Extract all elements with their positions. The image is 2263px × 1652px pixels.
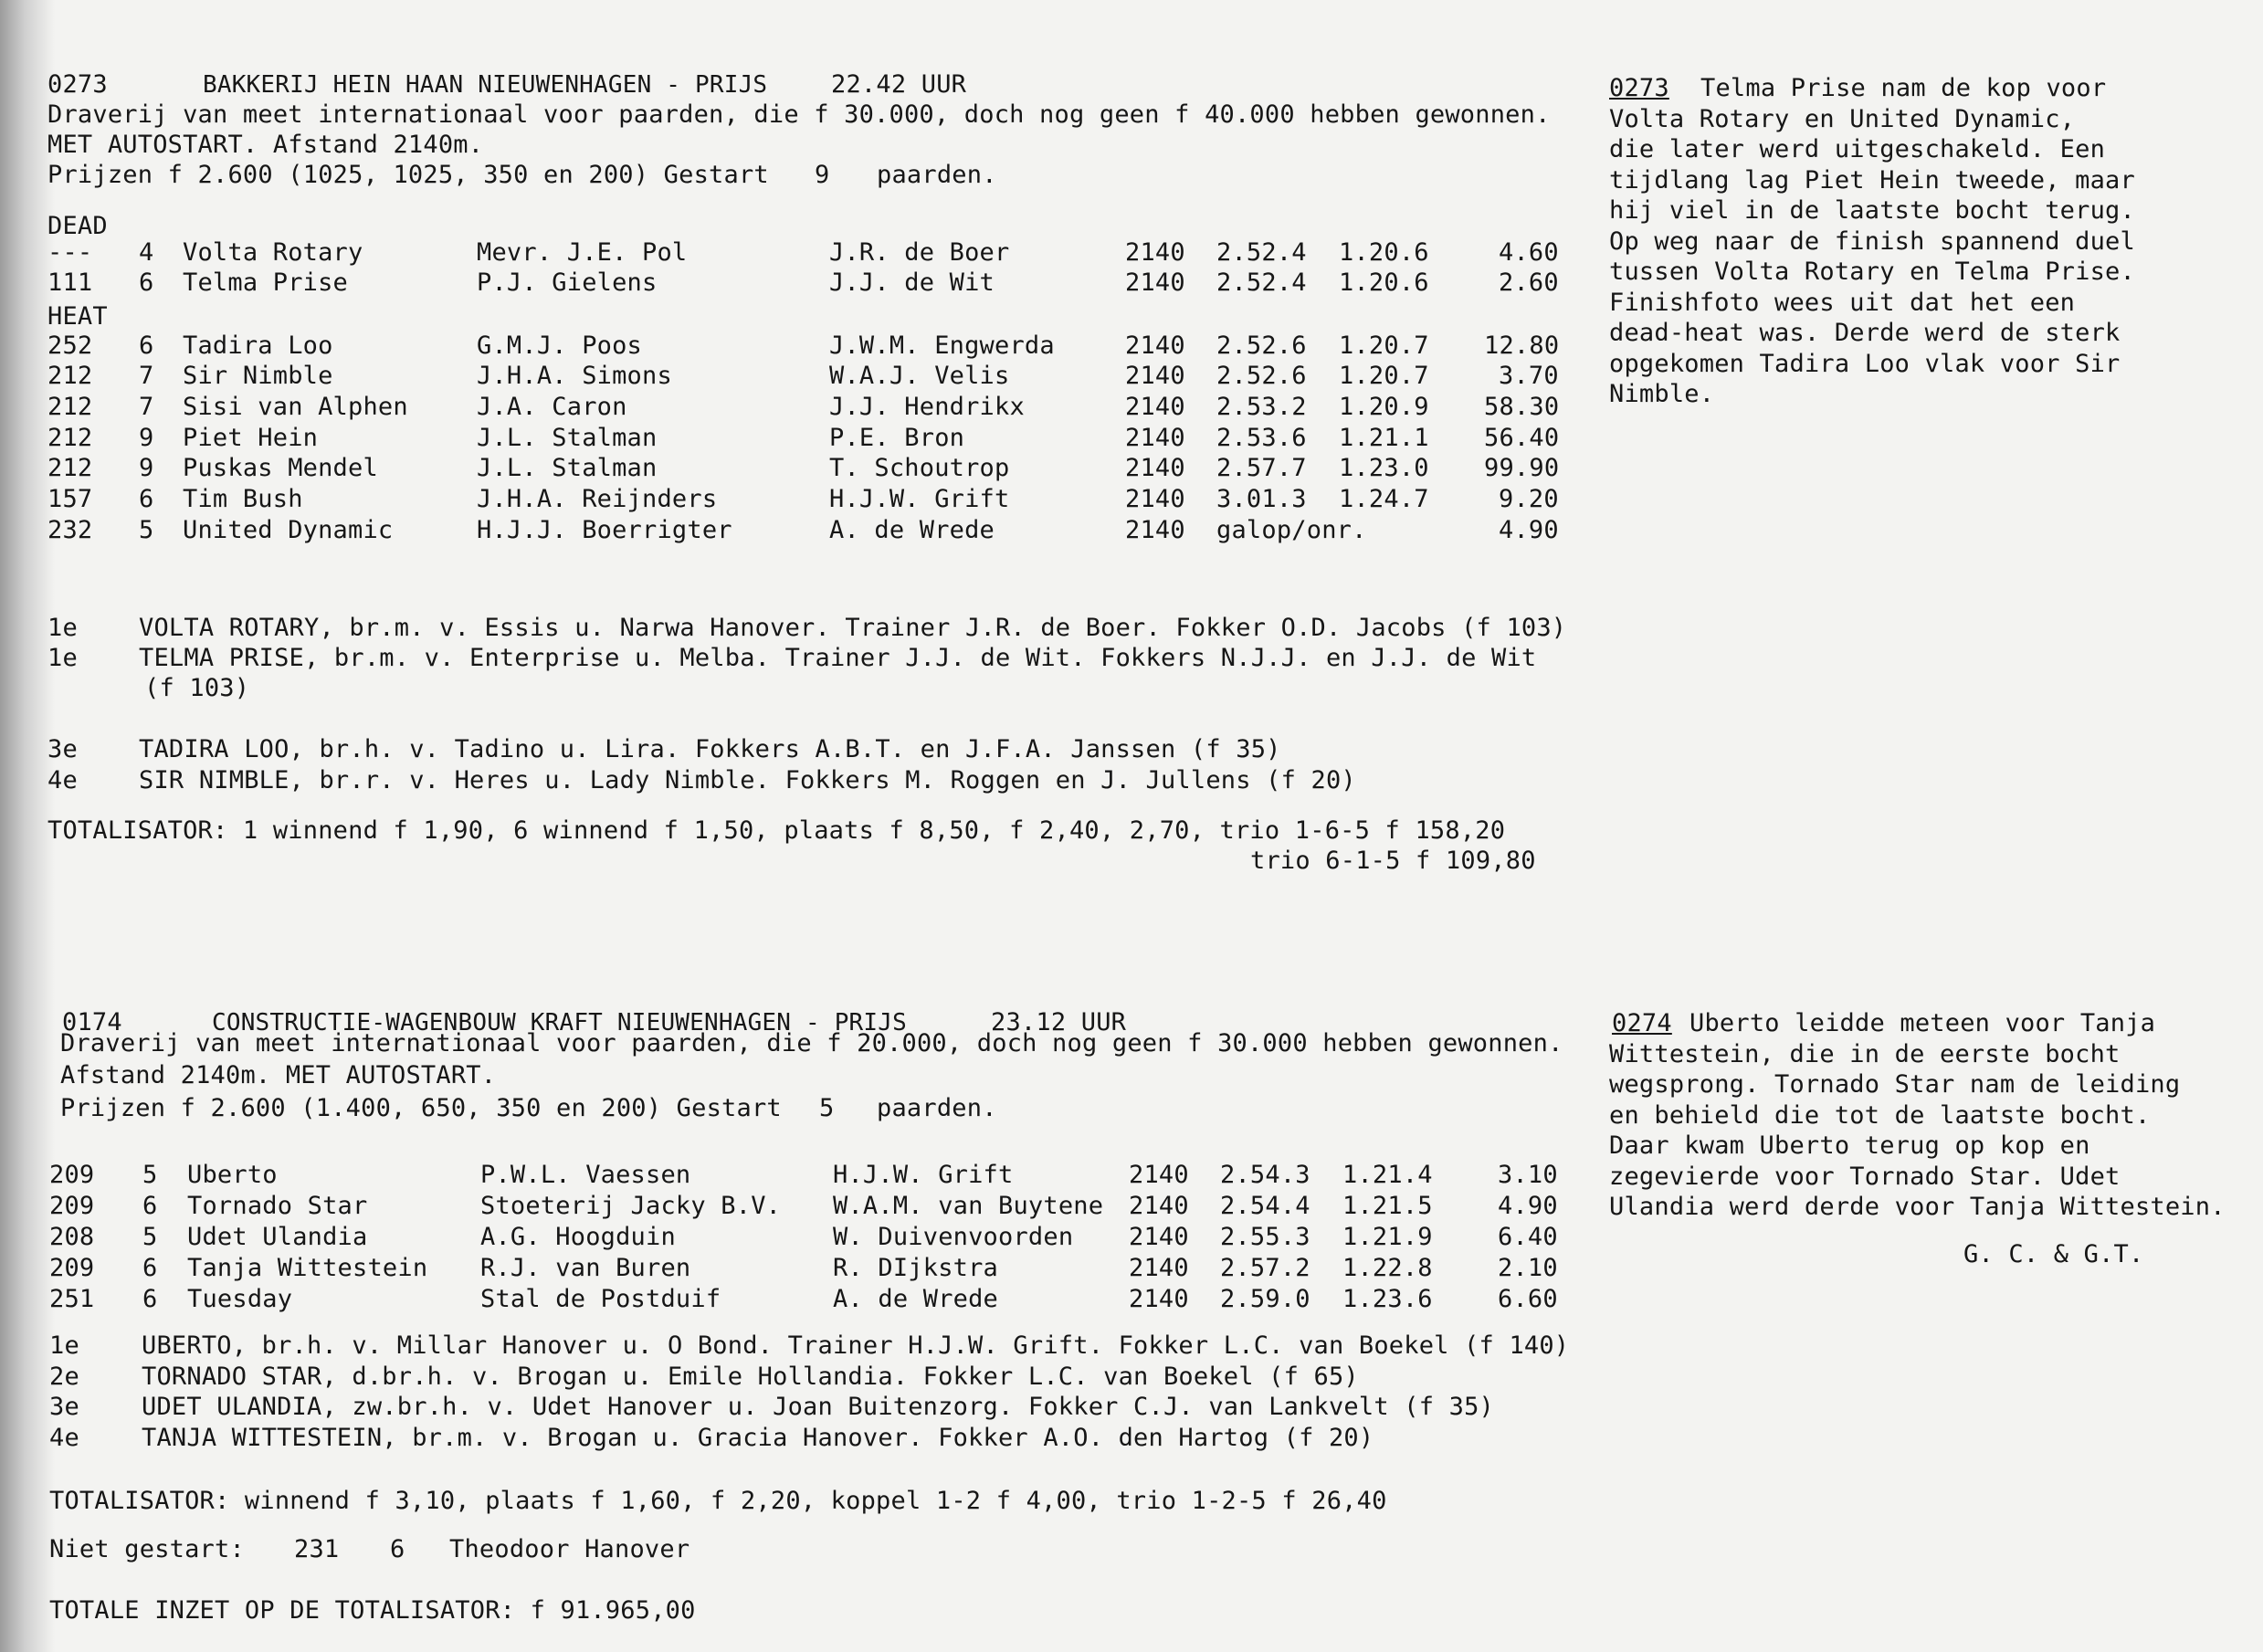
race2-row-dist: 2140 xyxy=(1129,1254,1189,1282)
race1-row-km: 1.21.1 xyxy=(1339,424,1429,452)
race2-row-horse: Tuesday xyxy=(187,1285,293,1313)
race2-report-line: Daar kwam Uberto terug op kop en xyxy=(1609,1131,2090,1160)
race1-row-driver: J.J. de Wit xyxy=(829,268,995,297)
race2-row-odds: 2.10 xyxy=(1498,1254,1558,1282)
race1-placing-position: 3e xyxy=(47,735,78,763)
race1-row-horse: Puskas Mendel xyxy=(183,454,378,482)
race2-row-driver: H.J.W. Grift xyxy=(833,1161,1014,1189)
race2-row-km: 1.21.9 xyxy=(1342,1223,1433,1251)
race2-row-age: 6 xyxy=(142,1254,158,1282)
race1-row-age: 9 xyxy=(139,454,154,482)
race1-row-driver: W.A.J. Velis xyxy=(829,362,1010,390)
page-edge-shadow xyxy=(0,0,55,1652)
race1-dead-label: DEAD xyxy=(47,212,108,240)
race1-row-odds: 2.60 xyxy=(1499,268,1559,297)
race1-row-owner: G.M.J. Poos xyxy=(477,331,643,360)
race2-row-owner: P.W.L. Vaessen xyxy=(480,1161,691,1189)
race1-row-odds: 99.90 xyxy=(1484,454,1560,482)
race1-row-dist: 2140 xyxy=(1125,238,1185,267)
race1-row-time: 2.52.6 xyxy=(1216,362,1307,390)
race2-placing-position: 2e xyxy=(49,1363,79,1391)
race1-time: 22.42 UUR xyxy=(831,70,967,99)
race2-row-km: 1.21.5 xyxy=(1342,1192,1433,1220)
race1-report-line: Finishfoto wees uit dat het een xyxy=(1609,288,2076,317)
race1-placing-text: SIR NIMBLE, br.r. v. Heres u. Lady Nimble. Fokkers M. Roggen en J. Jullens (f 20) xyxy=(139,766,1356,794)
race2-report-line: zegevierde voor Tornado Star. Udet xyxy=(1609,1162,2121,1191)
race1-row-age: 7 xyxy=(139,362,154,390)
race1-row-id: 212 xyxy=(47,454,93,482)
race2-report-line: wegsprong. Tornado Star nam de leiding xyxy=(1609,1070,2181,1099)
race1-heat-label: HEAT xyxy=(47,302,108,331)
race1-report-line: tussen Volta Rotary en Telma Prise. xyxy=(1609,258,2135,286)
race1-row-time: 2.57.7 xyxy=(1216,454,1307,482)
race2-row-driver: A. de Wrede xyxy=(833,1285,999,1313)
race1-row-driver: J.W.M. Engwerda xyxy=(829,331,1055,360)
race1-row-dist: 2140 xyxy=(1125,454,1185,482)
race1-placing-text: (f 103) xyxy=(144,674,250,702)
race2-started-count: 5 xyxy=(819,1094,835,1122)
race1-row-time: 3.01.3 xyxy=(1216,485,1307,513)
race2-row-age: 6 xyxy=(142,1192,158,1220)
race2-row-km: 1.23.6 xyxy=(1342,1285,1433,1313)
race2-placing-text: TANJA WITTESTEIN, br.m. v. Brogan u. Gracia Hanover. Fokker A.O. den Hartog (f 20) xyxy=(142,1424,1374,1452)
race1-row-id: 111 xyxy=(47,268,93,297)
race1-row-owner: Mevr. J.E. Pol xyxy=(477,238,688,267)
race1-row-odds: 3.70 xyxy=(1499,362,1559,390)
race1-placing-text: TELMA PRISE, br.m. v. Enterprise u. Melba. Trainer J.J. de Wit. Fokkers N.J.J. en J.J. de Wit xyxy=(139,644,1537,672)
race1-row-owner: J.L. Stalman xyxy=(477,454,658,482)
race1-row-time: 2.52.4 xyxy=(1216,238,1307,267)
race1-report-line: Volta Rotary en United Dynamic, xyxy=(1609,104,2076,133)
race1-row-age: 6 xyxy=(139,268,154,297)
race1-row-owner: J.A. Caron xyxy=(477,393,627,421)
race2-report-line: Uberto leidde meteen voor Tanja xyxy=(1689,1009,2156,1037)
race1-row-driver: T. Schoutrop xyxy=(829,454,1010,482)
race1-start-distance: MET AUTOSTART. Afstand 2140m. xyxy=(47,131,484,159)
race2-row-time: 2.55.3 xyxy=(1220,1223,1310,1251)
race1-started-count: 9 xyxy=(815,161,830,189)
race2-started-suffix: paarden. xyxy=(877,1094,997,1122)
race1-report-line: hij viel in de laatste bocht terug. xyxy=(1609,196,2135,225)
race2-row-age: 5 xyxy=(142,1223,158,1251)
race2-row-odds: 6.60 xyxy=(1498,1285,1558,1313)
race1-row-km: 1.20.6 xyxy=(1339,238,1429,267)
race1-row-dist: 2140 xyxy=(1125,485,1185,513)
race1-row-time: 2.52.6 xyxy=(1216,331,1307,360)
race2-row-owner: Stal de Postduif xyxy=(480,1285,721,1313)
race1-report-code: 0273 xyxy=(1609,74,1669,102)
race1-row-age: 6 xyxy=(139,485,154,513)
race1-row-owner: P.J. Gielens xyxy=(477,268,658,297)
race2-not-started-horse: Theodoor Hanover xyxy=(449,1535,690,1563)
race1-row-owner: J.L. Stalman xyxy=(477,424,658,452)
race2-row-km: 1.21.4 xyxy=(1342,1161,1433,1189)
race1-row-driver: H.J.W. Grift xyxy=(829,485,1010,513)
race1-row-id: 232 xyxy=(47,516,93,544)
race2-not-started-id: 231 xyxy=(294,1535,340,1563)
race1-report-line: Op weg naar de finish spannend duel xyxy=(1609,226,2135,256)
race1-row-odds: 4.90 xyxy=(1499,516,1559,544)
race2-row-time: 2.57.2 xyxy=(1220,1254,1310,1282)
race1-row-dist: 2140 xyxy=(1125,516,1185,544)
race2-row-km: 1.22.8 xyxy=(1342,1254,1433,1282)
race1-row-km: 1.20.7 xyxy=(1339,331,1429,360)
race1-row-id: 212 xyxy=(47,424,93,452)
race1-row-age: 7 xyxy=(139,393,154,421)
race1-row-km: 1.24.7 xyxy=(1339,485,1429,513)
race1-row-id: 252 xyxy=(47,331,93,360)
race2-not-started-age: 6 xyxy=(390,1535,405,1563)
race2-total-bet: TOTALE INZET OP DE TOTALISATOR: f 91.965,00 xyxy=(49,1596,696,1625)
race2-placing-position: 1e xyxy=(49,1331,79,1360)
race1-report-line: Nimble. xyxy=(1609,380,1715,408)
race2-row-time: 2.59.0 xyxy=(1220,1285,1310,1313)
race1-row-age: 9 xyxy=(139,424,154,452)
race2-placing-text: UBERTO, br.h. v. Millar Hanover u. O Bond. Trainer H.J.W. Grift. Fokker L.C. van Boekel (f 140) xyxy=(142,1331,1570,1360)
race1-report-line: Telma Prise nam de kop voor xyxy=(1700,74,2107,102)
race1-started-suffix: paarden. xyxy=(877,161,997,189)
race2-conditions: Draverij van meet internationaal voor paarden, die f 20.000, doch nog geen f 30.000 hebben gewonnen. xyxy=(60,1029,1563,1057)
race2-row-dist: 2140 xyxy=(1129,1223,1189,1251)
race1-row-km: 1.20.6 xyxy=(1339,268,1429,297)
race2-row-driver: R. DIjkstra xyxy=(833,1254,999,1282)
race1-totalisator-trio: trio 6-1-5 f 109,80 xyxy=(1250,847,1536,875)
race2-row-time: 2.54.4 xyxy=(1220,1192,1310,1220)
race1-row-odds: 4.60 xyxy=(1499,238,1559,267)
race2-row-owner: A.G. Hoogduin xyxy=(480,1223,676,1251)
race1-conditions: Draverij van meet internationaal voor paarden, die f 30.000, doch nog geen f 40.000 hebben gewonnen. xyxy=(47,100,1551,129)
race2-placing-text: UDET ULANDIA, zw.br.h. v. Udet Hanover u. Joan Buitenzorg. Fokker C.J. van Lankvelt (f 35) xyxy=(142,1393,1494,1421)
race2-row-age: 5 xyxy=(142,1161,158,1189)
race2-row-odds: 3.10 xyxy=(1498,1161,1558,1189)
race2-row-id: 209 xyxy=(49,1254,95,1282)
race1-totalisator: TOTALISATOR: 1 winnend f 1,90, 6 winnend f 1,50, plaats f 8,50, f 2,40, 2,70, trio 1-6-5 f 158,20 xyxy=(47,816,1506,845)
race1-row-km: 1.23.0 xyxy=(1339,454,1429,482)
race2-row-time: 2.54.3 xyxy=(1220,1161,1310,1189)
race2-row-owner: Stoeterij Jacky B.V. xyxy=(480,1192,782,1220)
race1-row-time: 2.52.4 xyxy=(1216,268,1307,297)
race2-row-id: 209 xyxy=(49,1192,95,1220)
race2-row-odds: 6.40 xyxy=(1498,1223,1558,1251)
race1-placing-position: 1e xyxy=(47,614,78,642)
race1-row-id: 212 xyxy=(47,362,93,390)
race1-row-age: 4 xyxy=(139,238,154,267)
race2-row-id: 209 xyxy=(49,1161,95,1189)
race2-row-dist: 2140 xyxy=(1129,1285,1189,1313)
race1-row-dist: 2140 xyxy=(1125,331,1185,360)
race1-placing-text: VOLTA ROTARY, br.m. v. Essis u. Narwa Hanover. Trainer J.R. de Boer. Fokker O.D. Jacobs (f 103) xyxy=(139,614,1567,642)
race1-placing-position: 4e xyxy=(47,766,78,794)
race1-row-time: galop/onr. xyxy=(1216,516,1367,544)
race1-placing-position: 1e xyxy=(47,644,78,672)
race2-signature: G. C. & G.T. xyxy=(1963,1240,2144,1268)
race1-row-owner: H.J.J. Boerrigter xyxy=(477,516,732,544)
race2-placing-position: 3e xyxy=(49,1393,79,1421)
race2-report-code: 0274 xyxy=(1612,1009,1672,1037)
race2-row-horse: Uberto xyxy=(187,1161,278,1189)
race2-row-horse: Tanja Wittestein xyxy=(187,1254,428,1282)
race1-report-line: opgekomen Tadira Loo vlak voor Sir xyxy=(1609,349,2121,378)
race2-row-driver: W.A.M. van Buytene xyxy=(833,1192,1104,1220)
race2-row-horse: Tornado Star xyxy=(187,1192,368,1220)
race1-row-horse: Sisi van Alphen xyxy=(183,393,408,421)
race2-time: 23.12 UUR xyxy=(991,1008,1127,1036)
race1-row-owner: J.H.A. Simons xyxy=(477,362,672,390)
race1-row-odds: 58.30 xyxy=(1484,393,1560,421)
race2-report-line: Wittestein, die in de eerste bocht xyxy=(1609,1039,2121,1068)
race1-row-horse: Tim Bush xyxy=(183,485,303,513)
race1-row-age: 5 xyxy=(139,516,154,544)
race1-row-driver: J.J. Hendrikx xyxy=(829,393,1025,421)
race1-row-time: 2.53.6 xyxy=(1216,424,1307,452)
race1-row-dist: 2140 xyxy=(1125,362,1185,390)
race1-row-horse: Tadira Loo xyxy=(183,331,333,360)
race1-row-dist: 2140 xyxy=(1125,268,1185,297)
race2-placing-position: 4e xyxy=(49,1424,79,1452)
race2-row-horse: Udet Ulandia xyxy=(187,1223,368,1251)
race1-prizes: Prijzen f 2.600 (1025, 1025, 350 en 200) Gestart xyxy=(47,161,769,189)
race1-row-id: 212 xyxy=(47,393,93,421)
race1-sponsor: BAKKERIJ HEIN HAAN NIEUWENHAGEN - PRIJS xyxy=(203,71,768,99)
race2-prizes: Prijzen f 2.600 (1.400, 650, 350 en 200) Gestart xyxy=(60,1094,782,1122)
race1-report-line: tijdlang lag Piet Hein tweede, maar xyxy=(1609,165,2135,195)
race1-row-time: 2.53.2 xyxy=(1216,393,1307,421)
race2-row-id: 251 xyxy=(49,1285,95,1313)
race1-report-line: die later werd uitgeschakeld. Een xyxy=(1609,135,2106,163)
race1-row-driver: A. de Wrede xyxy=(829,516,995,544)
race1-row-id: 157 xyxy=(47,485,93,513)
race1-placing-text: TADIRA LOO, br.h. v. Tadino u. Lira. Fokkers A.B.T. en J.F.A. Janssen (f 35) xyxy=(139,735,1281,763)
race2-row-age: 6 xyxy=(142,1285,158,1313)
race1-row-dist: 2140 xyxy=(1125,424,1185,452)
race1-row-odds: 56.40 xyxy=(1484,424,1560,452)
race1-row-horse: United Dynamic xyxy=(183,516,394,544)
race1-row-driver: J.R. de Boer xyxy=(829,238,1010,267)
race2-row-dist: 2140 xyxy=(1129,1192,1189,1220)
race2-report-line: en behield die tot de laatste bocht. xyxy=(1609,1100,2151,1130)
race2-row-id: 208 xyxy=(49,1223,95,1251)
race1-row-horse: Sir Nimble xyxy=(183,362,333,390)
race2-code: 0174 xyxy=(62,1008,122,1036)
race1-row-owner: J.H.A. Reijnders xyxy=(477,485,718,513)
race2-row-driver: W. Duivenvoorden xyxy=(833,1223,1074,1251)
race1-row-driver: P.E. Bron xyxy=(829,424,965,452)
race2-totalisator: TOTALISATOR: winnend f 3,10, plaats f 1,60, f 2,20, koppel 1-2 f 4,00, trio 1-2-5 f 26,40 xyxy=(49,1487,1387,1515)
race2-row-odds: 4.90 xyxy=(1498,1192,1558,1220)
race2-report-line: Ulandia werd derde voor Tanja Wittestein. xyxy=(1609,1193,2226,1221)
race1-row-odds: 9.20 xyxy=(1499,485,1559,513)
race2-placing-text: TORNADO STAR, d.br.h. v. Brogan u. Emile Hollandia. Fokker L.C. van Boekel (f 65) xyxy=(142,1363,1359,1391)
race2-sponsor: CONSTRUCTIE-WAGENBOUW KRAFT NIEUWENHAGEN - PRIJS xyxy=(212,1009,907,1036)
race1-row-horse: Volta Rotary xyxy=(183,238,363,267)
race2-row-dist: 2140 xyxy=(1129,1161,1189,1189)
race2-not-started-label: Niet gestart: xyxy=(49,1535,245,1563)
race1-code: 0273 xyxy=(47,70,108,99)
race1-report-line: dead-heat was. Derde werd de sterk xyxy=(1609,319,2121,347)
race1-row-horse: Telma Prise xyxy=(183,268,349,297)
race2-distance-start: Afstand 2140m. MET AUTOSTART. xyxy=(60,1061,497,1089)
race1-row-id: --- xyxy=(47,238,93,267)
race1-row-odds: 12.80 xyxy=(1484,331,1560,360)
race1-row-km: 1.20.9 xyxy=(1339,393,1429,421)
race1-row-age: 6 xyxy=(139,331,154,360)
race1-row-dist: 2140 xyxy=(1125,393,1185,421)
race1-row-horse: Piet Hein xyxy=(183,424,319,452)
race2-row-owner: R.J. van Buren xyxy=(480,1254,691,1282)
race1-row-km: 1.20.7 xyxy=(1339,362,1429,390)
